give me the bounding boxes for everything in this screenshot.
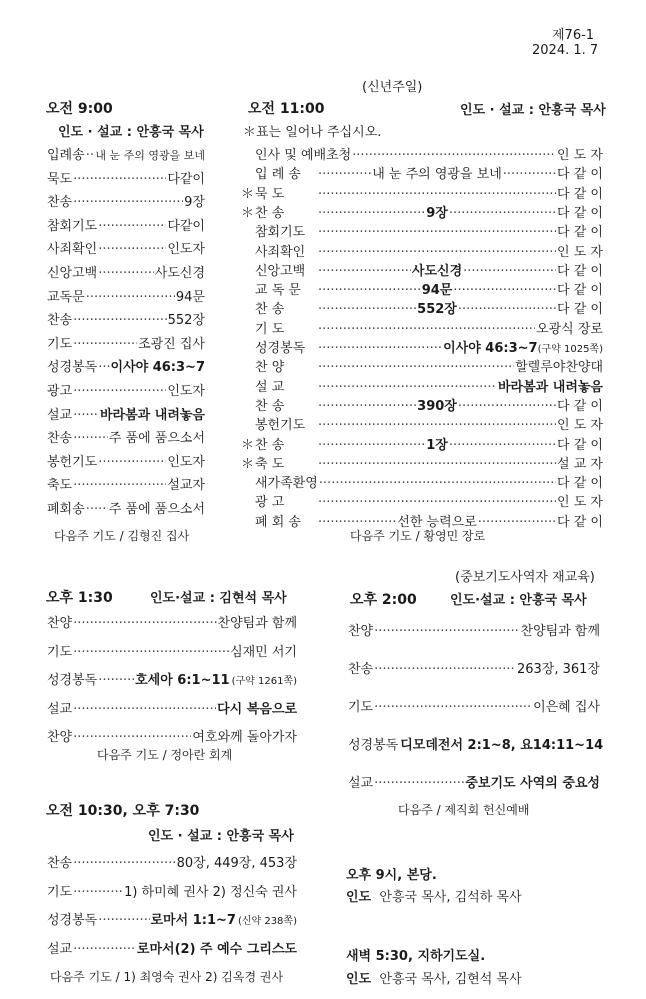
leader-dots [318, 438, 425, 453]
next-prayer: 다음주 기도 / 황영민 장로 [350, 529, 486, 543]
dawn-leaders [346, 968, 522, 987]
leader-dots [98, 913, 149, 928]
item-detail-note: (구약 1025쪽) [537, 344, 603, 355]
leader-dots [73, 195, 183, 210]
item-value: 1) 하미혜 권사 2) 정신숙 권사 [124, 884, 297, 900]
item-label: 찬양 [47, 616, 73, 631]
item-value: 디모데전서 2:1~8, 요14:11~14 [400, 738, 604, 753]
order-item [47, 356, 205, 375]
leader-dots [73, 702, 216, 717]
leader-dots [318, 341, 442, 356]
item-value: 552장 [167, 313, 205, 329]
leader-dots [374, 624, 519, 639]
item-value: 호세아 6:1~11 [135, 673, 230, 688]
service-time: 오전 10:30, 오후 7:30 [46, 803, 200, 819]
leader-dots [98, 242, 166, 257]
item-value: 사도신경 [154, 266, 205, 281]
next-prayer: 다음주 기도 / 1) 최영숙 권사 2) 김옥경 권사 [50, 970, 284, 984]
order-item [348, 696, 600, 715]
leader-names: 안흥국 목사, 김석하 목사 [379, 890, 522, 905]
item-value: 263장, 361장 [516, 662, 600, 677]
item-label: 기도 [47, 644, 73, 660]
item-detail: 이사야 46:3~7 [443, 341, 538, 356]
item-value: 다시 복음으로 [217, 701, 297, 717]
leader-dots [73, 478, 166, 493]
order-item [241, 356, 603, 375]
item-detail: 내 눈 주의 영광을 보네 [372, 167, 502, 183]
leader-dots [73, 172, 166, 187]
order-item [47, 938, 297, 957]
order-item [47, 669, 297, 688]
order-item [241, 337, 603, 356]
item-label: 광 고 [255, 495, 285, 511]
next-week: 다음주 / 제직회 헌신예배 [398, 803, 530, 817]
order-item [47, 881, 297, 900]
leader-dots [318, 418, 556, 433]
item-value: 다 같 이 [557, 186, 603, 202]
item-value: 다 같 이 [557, 302, 603, 318]
item-detail: 사도신경 [411, 263, 463, 279]
item-label: 봉헌기도 [47, 454, 98, 470]
order-item [241, 453, 603, 472]
item-label: 입례송 [47, 148, 85, 163]
leader-dots [318, 187, 556, 202]
item-value: 인 도 자 [557, 495, 603, 511]
item-value: 인 도 자 [557, 244, 603, 260]
order-item [47, 641, 297, 660]
leader-dots [318, 245, 556, 260]
item-label: 찬양 [348, 624, 374, 639]
item-value: 다 같 이 [557, 398, 603, 414]
item-value: 이사야 46:3~7 [110, 360, 205, 376]
leader-dots [318, 380, 497, 395]
leader-dots [73, 313, 167, 328]
leader-names: 안흥국 목사, 김현석 목사 [379, 972, 522, 987]
item-label: 기 도 [255, 321, 285, 337]
leader-dots [73, 730, 191, 745]
order-item [47, 262, 205, 281]
leader-dots [318, 399, 416, 414]
leader-dots [73, 384, 166, 399]
item-label: 설 교 [255, 379, 285, 395]
order-item [241, 434, 603, 453]
leader-dots [503, 167, 556, 182]
item-value: 인도자 [167, 384, 205, 399]
order-item [47, 698, 297, 717]
next-prayer: 다음주 기도 / 김형진 집사 [54, 529, 190, 543]
item-label: 묵도 [47, 171, 73, 187]
item-value: 다 같 이 [557, 205, 603, 221]
leader-dots [73, 645, 229, 660]
service-time: 오후 1:30 [46, 590, 113, 606]
order-item [241, 491, 603, 510]
leader-dots [463, 264, 556, 279]
dawn-title: 새벽 5:30, 지하기도실. [346, 949, 486, 964]
item-value: 설교자 [167, 478, 205, 494]
service-leader: 인도 · 설교 : 안흥국 목사 [58, 125, 204, 140]
order-item [241, 472, 603, 491]
service-time: 오전 9:00 [46, 101, 113, 117]
item-label: 광고 [47, 384, 73, 399]
item-label: 축 도 [255, 456, 285, 472]
item-detail: 선한 능력으로 [397, 514, 477, 530]
order-item [241, 376, 603, 395]
order-item [241, 183, 603, 202]
leader-dots [73, 942, 136, 957]
service-leader: 인도 · 설교 : 안흥국 목사 [148, 829, 294, 844]
order-item [47, 852, 297, 871]
item-label: 찬송 [47, 856, 73, 871]
item-value: 찬양팀과 함께 [217, 616, 297, 631]
evening-title: 오후 9시, 본당. [346, 868, 437, 883]
order-item [241, 318, 603, 337]
item-value-note: (신약 238쪽) [237, 916, 297, 927]
leader-label: 인도 [346, 890, 372, 905]
item-label: 성경봉독 [47, 913, 98, 928]
order-item [47, 909, 297, 928]
item-value: 다 같 이 [557, 263, 603, 279]
item-value: 내 눈 주의 영광을 보네 [95, 149, 205, 162]
item-value: 심재민 서기 [230, 644, 297, 660]
standing-note: ＊표는 일어나 주십시오. [243, 125, 382, 140]
leader-dots [86, 148, 95, 163]
item-label: 찬 송 [255, 205, 285, 221]
item-label: 설교 [47, 941, 73, 957]
leader-dots [352, 148, 556, 163]
order-item [47, 309, 205, 328]
leader-dots [73, 337, 137, 352]
order-item [47, 612, 297, 631]
leader-dots [98, 219, 166, 234]
item-value: 다같이 [167, 218, 205, 234]
item-detail: 1장 [426, 437, 448, 453]
leader-dots [318, 495, 556, 510]
leader-dots [86, 502, 108, 517]
order-item [348, 620, 600, 639]
item-value: 주 품에 품으소서 [108, 431, 205, 447]
leader-dots [318, 225, 556, 240]
item-value: 로마서(2) 주 예수 그리스도 [136, 941, 297, 957]
item-label: 참회기도 [47, 218, 98, 234]
item-detail: 390장 [417, 398, 457, 414]
order-item [47, 168, 205, 187]
order-item [47, 144, 205, 163]
order-item [241, 298, 603, 317]
item-label: 찬양 [47, 730, 73, 745]
leader-dots [374, 662, 516, 677]
leader-dots [318, 360, 514, 375]
item-detail: 9장 [426, 205, 448, 221]
item-label: 교 독 문 [255, 283, 301, 299]
item-value: 바라봄과 내려놓음 [100, 407, 205, 423]
order-item [47, 191, 205, 210]
order-item [47, 238, 205, 257]
order-item [348, 658, 600, 677]
order-item [47, 215, 205, 234]
leader-dots [318, 302, 416, 317]
item-label: 사죄확인 [255, 244, 306, 260]
item-value: 다 같 이 [557, 437, 603, 453]
leader-dots [449, 206, 556, 221]
item-value: 오광식 장로 [536, 321, 603, 337]
service-leader: 인도 · 설교 : 안흥국 목사 [460, 103, 606, 118]
next-prayer: 다음주 기도 / 정아란 회계 [97, 748, 233, 762]
leader-dots [318, 167, 371, 182]
order-item [47, 498, 205, 517]
item-label: 찬 양 [255, 360, 285, 376]
item-label: 찬송 [47, 313, 73, 329]
item-label: 사죄확인 [47, 242, 98, 258]
item-label: 찬 송 [255, 398, 285, 414]
standing-mark: ＊ [241, 205, 255, 221]
item-value: 인 도 자 [557, 148, 603, 163]
leader-dots [73, 616, 216, 631]
item-detail: 552장 [417, 302, 457, 318]
order-item [47, 404, 205, 423]
leader-dots [98, 266, 154, 281]
leader-dots [73, 408, 99, 423]
standing-mark: ＊ [241, 186, 255, 202]
item-label: 기도 [348, 700, 374, 715]
order-item [348, 772, 600, 791]
item-label: 묵 도 [255, 186, 285, 202]
item-label: 폐 회 송 [255, 514, 301, 530]
item-value: 이은혜 집사 [533, 700, 600, 715]
item-label: 성경봉독 [47, 673, 98, 688]
occasion-title: (신년주일) [362, 80, 423, 95]
item-detail: 94문 [421, 283, 453, 299]
leader-dots [318, 283, 421, 298]
leader-dots [458, 399, 556, 414]
item-label: 찬송 [47, 431, 73, 447]
leader-dots [458, 302, 556, 317]
order-item [241, 221, 603, 240]
item-label: 찬송 [348, 662, 374, 677]
item-value: 인 도 자 [557, 418, 603, 434]
item-label: 설교 [47, 407, 73, 423]
item-value: 다 같 이 [557, 283, 603, 299]
order-item [241, 202, 603, 221]
item-value-note: (구약 1261쪽) [231, 676, 297, 687]
item-value: 다 같 이 [557, 476, 603, 492]
order-item [241, 241, 603, 260]
item-value: 설 교 자 [557, 456, 603, 472]
service-time: 오전 11:00 [248, 101, 325, 117]
leader-dots [318, 322, 535, 337]
order-item [47, 333, 205, 352]
leader-dots [318, 457, 556, 472]
item-label: 설교 [348, 776, 374, 791]
item-label: 교독문 [47, 289, 85, 305]
item-label: 찬송 [47, 195, 73, 211]
leader-dots [73, 885, 123, 900]
item-label: 성경봉독 [348, 738, 399, 753]
item-value: 인도자 [167, 242, 205, 258]
leader-dots [98, 455, 166, 470]
item-label: 성경봉독 [47, 360, 98, 376]
order-item [241, 395, 603, 414]
session-subtitle: (중보기도사역자 재교육) [455, 570, 595, 585]
item-label: 기도 [47, 336, 73, 352]
order-item [241, 260, 603, 279]
item-label: 새가족환영 [255, 476, 318, 492]
item-value: 조광진 집사 [138, 336, 205, 352]
order-item [348, 734, 604, 753]
order-item [47, 451, 205, 470]
item-label: 폐회송 [47, 502, 85, 517]
item-label: 신앙고백 [255, 263, 306, 279]
leader-dots [374, 776, 464, 791]
order-item [47, 380, 205, 399]
leader-dots [73, 431, 108, 446]
evening-leaders [346, 886, 522, 905]
leader-dots [98, 360, 109, 375]
leader-dots [449, 438, 556, 453]
item-value: 할렐루야찬양대 [515, 360, 603, 376]
item-label: 참회기도 [255, 225, 306, 241]
leader-label: 인도 [346, 972, 372, 987]
item-label: 성경봉독 [255, 341, 306, 356]
item-value: 찬양팀과 함께 [520, 624, 600, 639]
item-value: 다 같 이 [557, 167, 603, 183]
leader-dots [98, 673, 134, 688]
item-label: 축도 [47, 478, 73, 494]
item-value: 94문 [175, 289, 205, 305]
item-value: 다 같 이 [557, 225, 603, 241]
order-item [47, 286, 205, 305]
item-value: 중보기도 사역의 중요성 [465, 776, 600, 791]
item-label: 찬 송 [255, 437, 285, 453]
standing-mark: ＊ [241, 456, 255, 472]
item-value: 다같이 [167, 171, 205, 187]
standing-mark: ＊ [241, 437, 255, 453]
service-time: 오후 2:00 [350, 592, 417, 608]
order-item [241, 144, 603, 163]
leader-dots [374, 700, 532, 715]
leader-dots [478, 515, 556, 530]
leader-dots [453, 283, 556, 298]
item-value: 인도자 [167, 454, 205, 470]
order-item [47, 474, 205, 493]
order-item [241, 414, 603, 433]
item-label: 기도 [47, 884, 73, 900]
item-value: 80장, 449장, 453장 [176, 856, 297, 871]
item-value: 주 품에 품으소서 [108, 502, 205, 517]
item-value: 다 같 이 [557, 514, 603, 530]
item-label: 봉헌기도 [255, 418, 306, 434]
service-leader: 인도·설교 : 김현석 목사 [150, 591, 287, 606]
item-label: 설교 [47, 701, 73, 717]
item-label: 입 례 송 [255, 167, 301, 183]
order-item [47, 427, 205, 446]
order-item [241, 279, 603, 298]
issue-number: 제76-1 [552, 28, 595, 43]
item-value: 로마서 1:1~7 [150, 913, 236, 928]
order-item [47, 726, 297, 745]
order-item [241, 163, 603, 182]
service-leader: 인도·설교 : 안흥국 목사 [450, 593, 587, 608]
leader-dots [73, 856, 176, 871]
item-value: 바라봄과 내려놓음 [498, 379, 603, 395]
leader-dots [319, 476, 556, 491]
item-value: 9장 [184, 195, 205, 211]
item-label: 찬 송 [255, 302, 285, 318]
leader-dots [318, 264, 411, 279]
leader-dots [86, 290, 175, 305]
leader-dots [318, 206, 425, 221]
bulletin-date: 2024. 1. 7 [532, 43, 599, 58]
item-label: 인사 및 예배초청 [255, 148, 352, 163]
item-label: 신앙고백 [47, 266, 98, 281]
item-value: 여호와께 돌아가자 [192, 730, 297, 745]
